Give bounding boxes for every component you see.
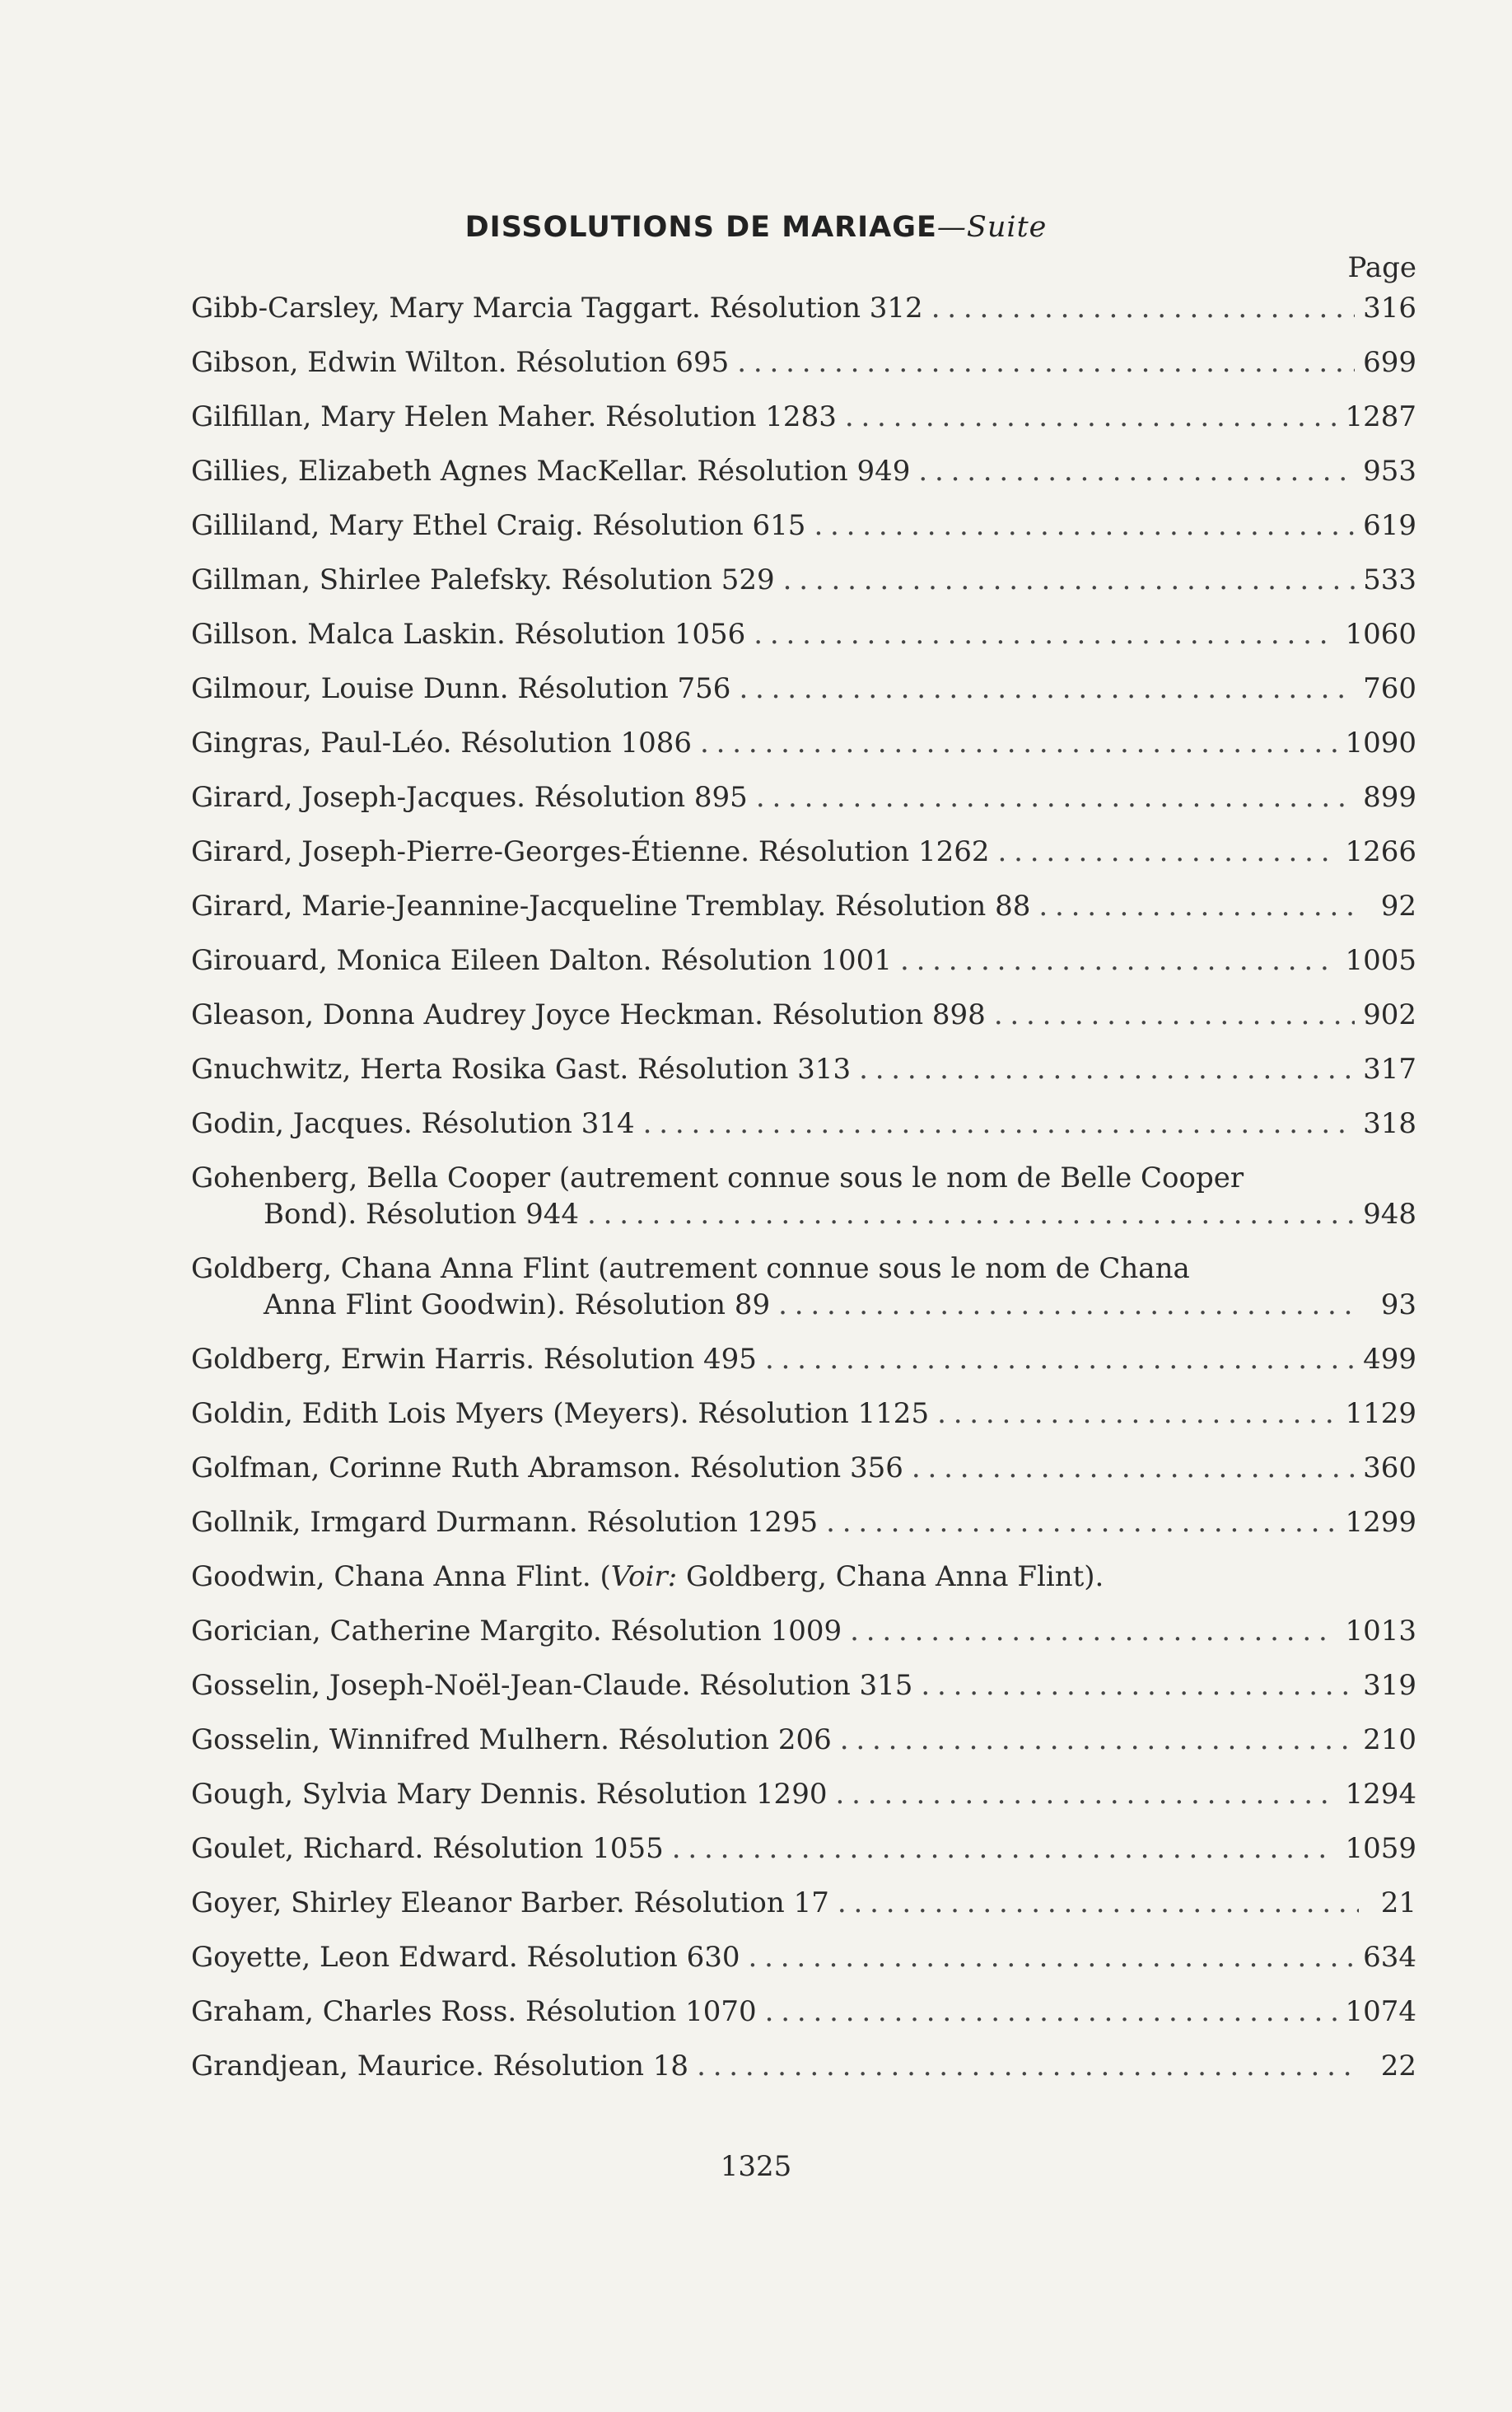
dot-leader xyxy=(697,2048,1359,2084)
entry-page: 1013 xyxy=(1345,1615,1416,1648)
entry-text: Goulet, Richard. Résolution 1055 xyxy=(191,1832,664,1865)
entry-page: 318 xyxy=(1363,1107,1416,1140)
page-column-label: Page xyxy=(1347,251,1416,284)
cross-ref-voir: Voir: xyxy=(610,1560,678,1593)
entry-page: 1266 xyxy=(1345,835,1416,868)
dot-leader xyxy=(700,725,1337,761)
dot-leader xyxy=(997,834,1337,870)
dot-leader xyxy=(765,1341,1355,1377)
index-entry xyxy=(191,453,1416,489)
index-entry xyxy=(191,725,1416,761)
index-entry xyxy=(191,1250,1416,1323)
dot-leader xyxy=(643,1106,1356,1142)
entry-page: 1299 xyxy=(1345,1506,1416,1539)
entry-page: 499 xyxy=(1363,1343,1416,1376)
entry-text: Goldberg, Erwin Harris. Résolution 495 xyxy=(191,1343,757,1376)
dot-leader xyxy=(921,1667,1355,1704)
entry-text: Gingras, Paul-Léo. Résolution 1086 xyxy=(191,727,692,760)
page-number: 1325 xyxy=(720,2150,792,2183)
index-entry xyxy=(191,671,1416,707)
index-entry xyxy=(191,290,1416,326)
entry-text: Girouard, Monica Eileen Dalton. Résolution 1001 xyxy=(191,944,892,977)
cross-ref-suffix: Goldberg, Chana Anna Flint). xyxy=(677,1560,1104,1593)
entry-text-line1: Goldberg, Chana Anna Flint (autrement connue sous le nom de Chana xyxy=(191,1252,1190,1285)
index-entries xyxy=(191,290,1416,2102)
index-entry xyxy=(191,616,1416,652)
entry-text: Gillman, Shirlee Palefsky. Résolution 529 xyxy=(191,563,775,596)
entry-page: 953 xyxy=(1363,455,1416,488)
entry-page: 1294 xyxy=(1345,1778,1416,1811)
index-entry xyxy=(191,888,1416,924)
index-entry xyxy=(191,1939,1416,1975)
index-entry xyxy=(191,1722,1416,1758)
entry-text: Godin, Jacques. Résolution 314 xyxy=(191,1107,635,1140)
entry-page: 22 xyxy=(1380,2050,1416,2082)
entry-text: Girard, Joseph-Jacques. Résolution 895 xyxy=(191,781,748,814)
entry-page: 93 xyxy=(1380,1288,1416,1321)
index-entry xyxy=(191,2048,1416,2084)
dot-leader xyxy=(931,290,1355,326)
dot-leader xyxy=(814,507,1355,544)
index-entry xyxy=(191,1994,1416,2030)
entry-text: Goyette, Leon Edward. Résolution 630 xyxy=(191,1941,740,1974)
entry-page: 319 xyxy=(1363,1669,1416,1702)
entry-text: Girard, Joseph-Pierre-Georges-Étienne. Résolution 1262 xyxy=(191,835,990,868)
dot-leader xyxy=(845,399,1337,435)
dot-leader xyxy=(1038,888,1359,924)
dot-leader xyxy=(778,1287,1359,1323)
entry-text: Gough, Sylvia Mary Dennis. Résolution 1290 xyxy=(191,1778,828,1811)
index-entry xyxy=(191,1667,1416,1704)
index-entry xyxy=(191,1830,1416,1867)
entry-text: Gleason, Donna Audrey Joyce Heckman. Résolution 898 xyxy=(191,998,986,1031)
page-heading xyxy=(0,211,1512,244)
index-entry xyxy=(191,1051,1416,1087)
entry-text: Gibson, Edwin Wilton. Résolution 695 xyxy=(191,346,730,379)
index-entry xyxy=(191,399,1416,435)
entry-text-line1: Gohenberg, Bella Cooper (autrement connue sous le nom de Belle Cooper xyxy=(191,1162,1244,1194)
entry-text: Gollnik, Irmgard Durmann. Résolution 1295 xyxy=(191,1506,819,1539)
entry-page: 634 xyxy=(1363,1941,1416,1974)
entry-text: Graham, Charles Ross. Résolution 1070 xyxy=(191,1995,757,2028)
entry-text: Gosselin, Winnifred Mulhern. Résolution 206 xyxy=(191,1723,832,1756)
entry-text: Gilfillan, Mary Helen Maher. Résolution 1283 xyxy=(191,400,837,433)
entry-text: Girard, Marie-Jeannine-Jacqueline Tremblay. Résolution 88 xyxy=(191,890,1031,923)
index-entry xyxy=(191,1106,1416,1142)
index-entry xyxy=(191,1613,1416,1649)
index-entry xyxy=(191,1885,1416,1921)
dot-leader xyxy=(783,562,1355,598)
dot-leader xyxy=(859,1051,1355,1087)
entry-page: 533 xyxy=(1363,563,1416,596)
index-entry xyxy=(191,997,1416,1033)
index-entry xyxy=(191,1450,1416,1486)
dot-leader xyxy=(840,1722,1355,1758)
entry-page: 1090 xyxy=(1345,727,1416,760)
entry-page: 948 xyxy=(1363,1198,1416,1231)
heading-suffix: —Suite xyxy=(936,211,1048,244)
entry-text: Gibb-Carsley, Mary Marcia Taggart. Résolution 312 xyxy=(191,292,923,325)
dot-leader xyxy=(765,1994,1337,2030)
dot-leader xyxy=(754,616,1337,652)
entry-page: 1005 xyxy=(1345,944,1416,977)
entry-text: Golfman, Corinne Ruth Abramson. Résolution 356 xyxy=(191,1451,903,1484)
dot-leader xyxy=(672,1830,1337,1867)
index-entry xyxy=(191,1504,1416,1540)
entry-text: Gilliland, Mary Ethel Craig. Résolution 615 xyxy=(191,509,806,542)
cross-ref-prefix: Goodwin, Chana Anna Flint. ( xyxy=(191,1560,611,1593)
dot-leader xyxy=(994,997,1355,1033)
dot-leader xyxy=(826,1504,1337,1540)
index-entry xyxy=(191,1160,1416,1232)
entry-text-line2: Bond). Résolution 944 xyxy=(264,1198,580,1231)
dot-leader xyxy=(739,671,1355,707)
entry-text: Gillies, Elizabeth Agnes MacKellar. Résolution 949 xyxy=(191,455,911,488)
entry-text: Gosselin, Joseph-Noël-Jean-Claude. Résolution 315 xyxy=(191,1669,913,1702)
dot-leader xyxy=(918,453,1355,489)
index-entry xyxy=(191,1776,1416,1812)
entry-text: Gnuchwitz, Herta Rosika Gast. Résolution 313 xyxy=(191,1053,852,1086)
dot-leader xyxy=(912,1450,1355,1486)
index-entry xyxy=(191,344,1416,381)
entry-page: 619 xyxy=(1363,509,1416,542)
index-entry xyxy=(191,562,1416,598)
entry-text: Goldin, Edith Lois Myers (Meyers). Résolution 1125 xyxy=(191,1397,930,1430)
entry-page: 1059 xyxy=(1345,1832,1416,1865)
entry-page: 760 xyxy=(1363,672,1416,705)
dot-leader xyxy=(850,1613,1337,1649)
entry-page: 1129 xyxy=(1345,1397,1416,1430)
dot-leader xyxy=(587,1196,1355,1232)
index-entry xyxy=(191,507,1416,544)
index-entry xyxy=(191,779,1416,816)
entry-text-line2: Anna Flint Goodwin). Résolution 89 xyxy=(264,1288,771,1321)
entry-page: 902 xyxy=(1363,998,1416,1031)
entry-page: 316 xyxy=(1363,292,1416,325)
entry-text: Goyer, Shirley Eleanor Barber. Résolution 17 xyxy=(191,1886,829,1919)
entry-page: 1060 xyxy=(1345,618,1416,651)
dot-leader xyxy=(749,1939,1356,1975)
index-entry xyxy=(191,834,1416,870)
dot-leader xyxy=(937,1395,1337,1432)
index-entry xyxy=(191,1395,1416,1432)
dot-leader xyxy=(756,779,1355,816)
entry-page: 92 xyxy=(1380,890,1416,923)
heading-title: DISSOLUTIONS DE MARIAGE xyxy=(464,211,937,244)
dot-leader xyxy=(737,344,1355,381)
entry-page: 699 xyxy=(1363,346,1416,379)
entry-page: 21 xyxy=(1380,1886,1416,1919)
entry-page: 360 xyxy=(1363,1451,1416,1484)
entry-page: 1287 xyxy=(1345,400,1416,433)
dot-leader xyxy=(838,1885,1359,1921)
entry-page: 317 xyxy=(1363,1053,1416,1086)
dot-leader xyxy=(900,942,1337,979)
index-entry xyxy=(191,1341,1416,1377)
entry-text: Gilmour, Louise Dunn. Résolution 756 xyxy=(191,672,731,705)
index-entry xyxy=(191,942,1416,979)
entry-text: Grandjean, Maurice. Résolution 18 xyxy=(191,2050,689,2082)
dot-leader xyxy=(835,1776,1337,1812)
entry-page: 210 xyxy=(1363,1723,1416,1756)
entry-text: Gorician, Catherine Margito. Résolution 1009 xyxy=(191,1615,842,1648)
entry-page: 1074 xyxy=(1345,1995,1416,2028)
entry-text: Gillson. Malca Laskin. Résolution 1056 xyxy=(191,618,746,651)
index-entry xyxy=(191,1559,1416,1595)
entry-page: 899 xyxy=(1363,781,1416,814)
